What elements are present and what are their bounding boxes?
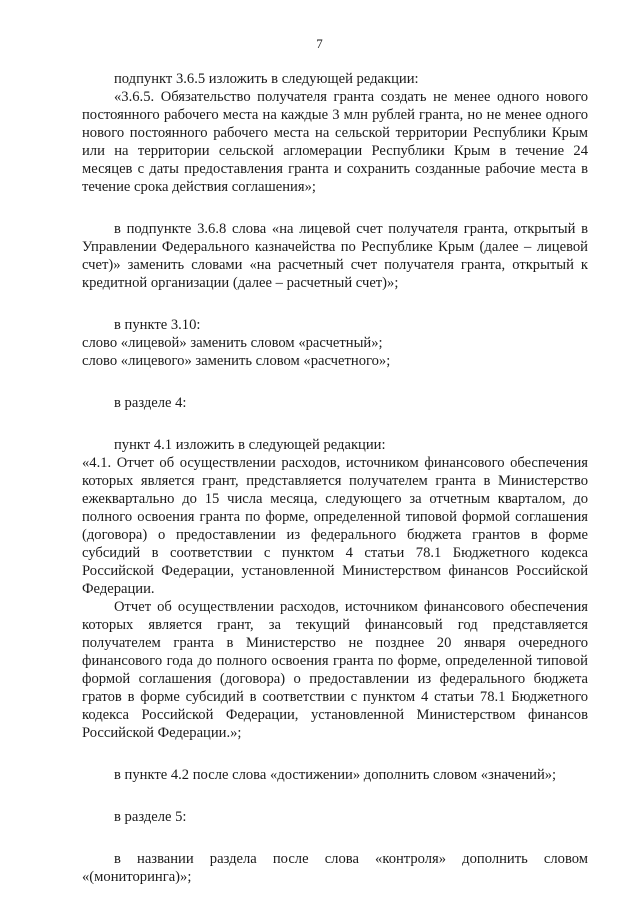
paragraph-section-4: в разделе 4: — [114, 395, 187, 411]
paragraph-subclause-368: в подпункте 3.6.8 слова «на лицевой счет получателя гранта, открытый в Управлении Федерального казначейства по Республике Крым (далее – лицевой счет)» заменить словами «на расчетный счет получателя гранта, открытый к кредитной организации (далее – расчетный счет)»; — [82, 221, 588, 291]
paragraph-clause-42: в пункте 4.2 после слова «достижении» дополнить словом «значений»; — [114, 767, 557, 783]
paragraph-clause-310-intro: в пункте 3.10: — [114, 317, 201, 333]
page-number: 7 — [316, 36, 323, 51]
paragraph-clause-310-line2: слово «лицевого» заменить словом «расчетного»; — [82, 353, 391, 369]
paragraph-subclause-365-text: «3.6.5. Обязательство получателя гранта создать не менее одного нового постоянного рабочего места на каждые 3 млн рублей гранта, но не менее одного нового постоянного рабочего места на сельской территории Республики Крым или на территории сельской агломерации Республики Крым в течение 24 месяцев с даты предоставления гранта и сохранить созданные рабочие места в течение срока действия соглашения»; — [82, 89, 588, 195]
paragraph-clause-41-text2: Отчет об осуществлении расходов, источником финансового обеспечения которых является грант, за текущий финансовый год представляется получателем гранта в Министерство не позднее 20 января очередного финансового года до полного освоения гранта по форме, определенной типовой формой соглашения (договора) о предоставлении из федерального бюджета гратов в форме субсидий в соответствии с пунктом 4 статьи 78.1 Бюджетного кодекса Российской Федерации, установленной Министерством финансов Российской Федерации.»; — [82, 599, 588, 741]
document-body — [82, 70, 588, 886]
paragraph-clause-41-intro: пункт 4.1 изложить в следующей редакции: — [114, 437, 386, 453]
paragraph-section-5: в разделе 5: — [114, 809, 187, 825]
paragraph-clause-41-text1: «4.1. Отчет об осуществлении расходов, источником финансового обеспечения которых является грант, представляется получателем гранта в Министерство ежеквартально до 15 числа месяца, следующего за отчетным кварталом, до полного освоения гранта по форме, определенной типовой формой соглашения (договора) о предоставлении из федерального бюджета грантов в форме субсидий в соответствии с пунктом 4 статьи 78.1 Бюджетного кодекса Российской Федерации, установленной Министерством финансов Российской Федерации. — [82, 455, 588, 597]
paragraph-section-5-title-amendment: в названии раздела после слова «контроля» дополнить словом «(мониторинга)»; — [82, 851, 588, 885]
paragraph-clause-310-line1: слово «лицевой» заменить словом «расчетный»; — [82, 335, 383, 351]
paragraph-subclause-365-intro: подпункт 3.6.5 изложить в следующей редакции: — [114, 71, 419, 87]
